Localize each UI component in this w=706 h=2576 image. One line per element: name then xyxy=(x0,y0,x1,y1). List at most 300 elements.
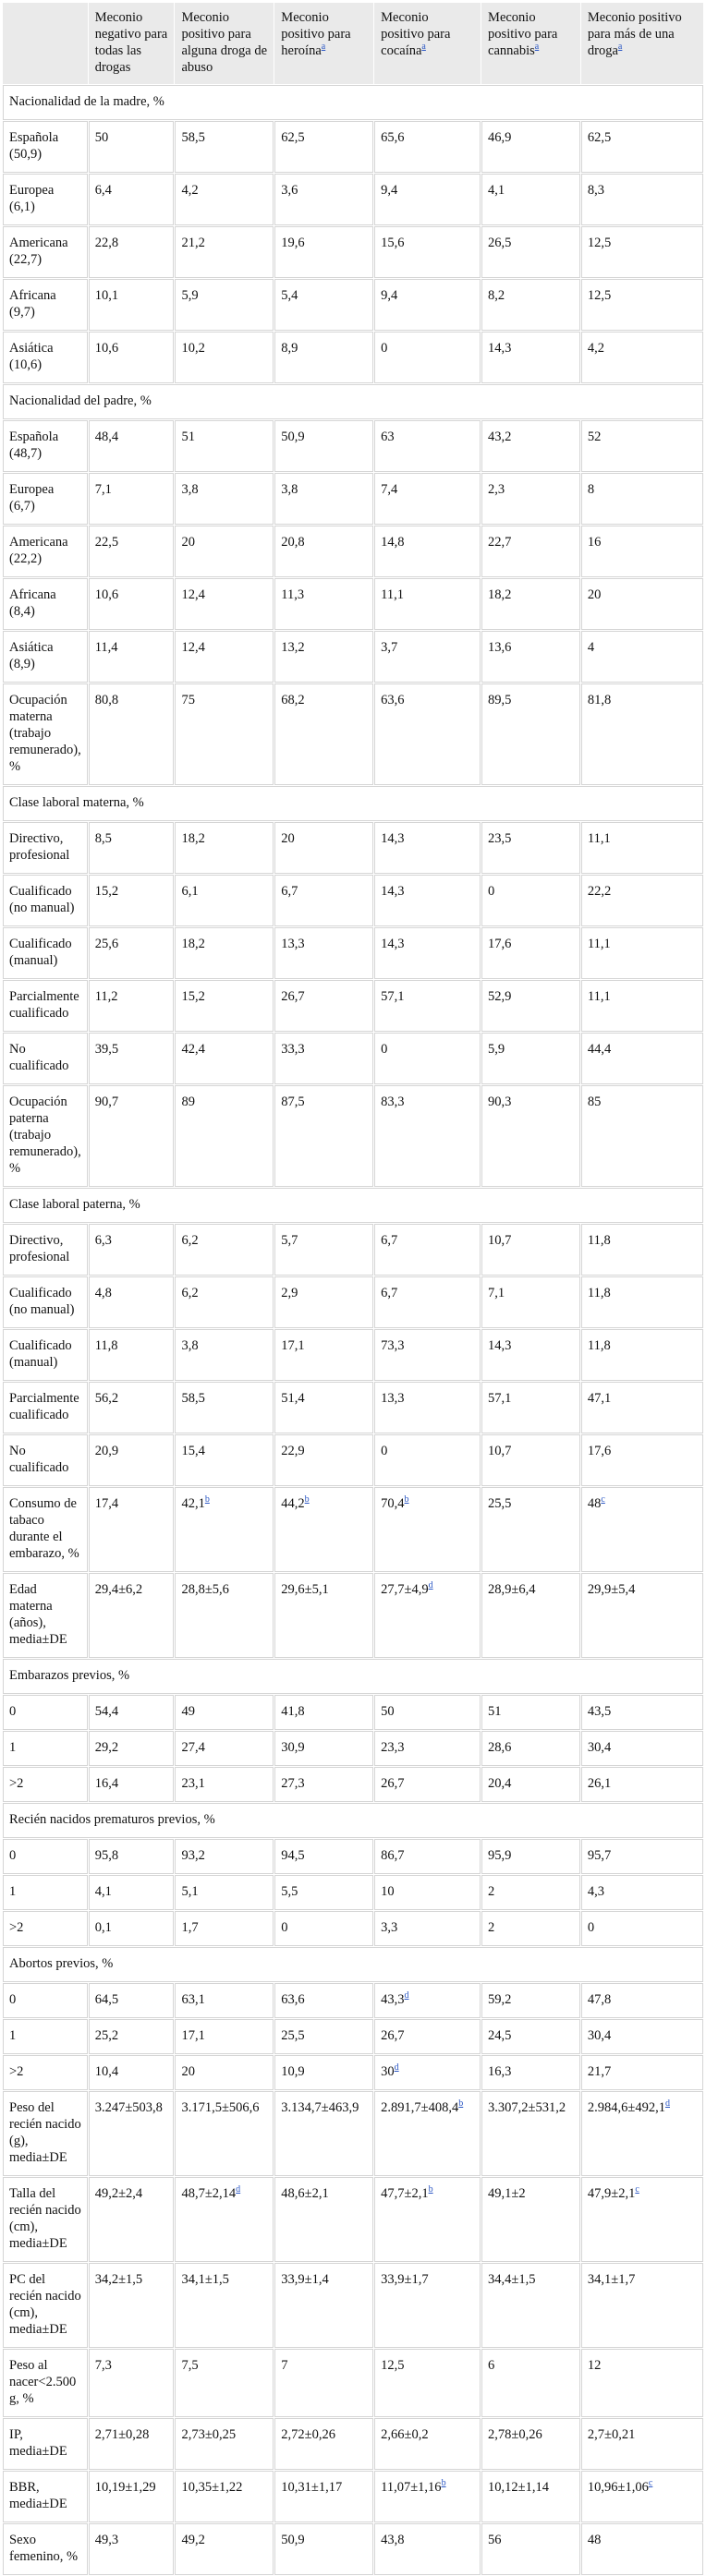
footnote-link[interactable]: b xyxy=(441,2478,446,2489)
cell-value: 25,5 xyxy=(488,1496,512,1511)
value-cell xyxy=(175,121,274,173)
column-header-label: Meconio negativo para todas las drogas xyxy=(94,10,168,75)
value-cell xyxy=(274,2177,373,2262)
footnote-link[interactable]: a xyxy=(617,42,623,53)
cell-value: 29,6±5,1 xyxy=(281,1582,329,1597)
value-cell xyxy=(89,1276,175,1328)
cell-value: 11,3 xyxy=(281,587,305,602)
value-cell xyxy=(581,226,703,278)
footnote-marker xyxy=(405,1494,409,1505)
row-label-cell xyxy=(3,1839,88,1874)
footnote-link[interactable]: c xyxy=(601,1494,605,1506)
value-cell xyxy=(481,2019,580,2054)
table-row xyxy=(3,1487,703,1572)
value-cell xyxy=(274,473,373,525)
cell-value: 6,2 xyxy=(181,1233,199,1248)
value-cell xyxy=(374,2019,481,2054)
value-cell xyxy=(374,1033,481,1084)
value-cell xyxy=(581,1033,703,1084)
section-title-cell xyxy=(3,1947,703,1982)
cell-value: 22,7 xyxy=(488,535,512,550)
table-row xyxy=(3,226,703,278)
section-row xyxy=(3,1659,703,1694)
value-cell xyxy=(581,1911,703,1946)
value-cell xyxy=(481,1382,580,1433)
value-cell xyxy=(481,1224,580,1276)
section-title: Nacionalidad de la madre, % xyxy=(9,94,164,109)
value-cell xyxy=(274,1839,373,1874)
cell-value: 6,1 xyxy=(181,884,199,899)
row-label-cell xyxy=(3,2349,88,2417)
value-cell xyxy=(89,121,175,173)
column-header xyxy=(581,3,703,84)
value-cell xyxy=(481,121,580,173)
row-label: Directivo, profesional xyxy=(9,831,70,863)
cell-value: 50 xyxy=(94,130,109,145)
cell-value: 11,1 xyxy=(587,937,611,951)
value-cell xyxy=(89,2523,175,2575)
value-cell xyxy=(175,226,274,278)
table-row xyxy=(3,2177,703,2262)
cell-value: 34,1±1,7 xyxy=(587,2272,636,2287)
cell-value: 17,1 xyxy=(281,1338,305,1353)
footnote-link[interactable]: d xyxy=(428,1580,433,1591)
cell-value: 15,4 xyxy=(181,1444,205,1458)
footnote-link[interactable]: b xyxy=(204,1494,210,1506)
value-cell xyxy=(581,1382,703,1433)
cell-value: 20,9 xyxy=(94,1444,119,1458)
value-cell xyxy=(274,1573,373,1658)
row-label-cell xyxy=(3,980,88,1032)
footnote-marker xyxy=(601,1494,604,1505)
section-row xyxy=(3,1803,703,1838)
cell-value: 65,6 xyxy=(381,130,405,145)
cell-value: 7,3 xyxy=(94,2358,112,2373)
row-label-cell xyxy=(3,2019,88,2054)
value-cell xyxy=(581,927,703,979)
footnote-link[interactable]: b xyxy=(404,1494,409,1506)
cell-value: 2 xyxy=(488,1884,495,1899)
value-cell xyxy=(175,2019,274,2054)
cell-value: 48 xyxy=(587,2533,602,2547)
footnote-link[interactable]: d xyxy=(404,1990,409,2002)
value-cell xyxy=(481,526,580,577)
row-label-cell xyxy=(3,1875,88,1910)
row-label-cell xyxy=(3,279,88,331)
column-header-label: Meconio positivo para cocaína xyxy=(381,10,451,58)
value-cell xyxy=(581,1276,703,1328)
value-cell xyxy=(581,2091,703,2176)
cell-value: 51,4 xyxy=(281,1391,305,1406)
cell-value: 89 xyxy=(181,1094,195,1109)
value-cell xyxy=(89,2349,175,2417)
value-cell xyxy=(274,2418,373,2470)
value-cell xyxy=(89,2418,175,2470)
column-header-label: Meconio positivo para más de una droga xyxy=(587,10,682,58)
cell-value: 90,7 xyxy=(94,1094,119,1109)
value-cell xyxy=(89,226,175,278)
value-cell xyxy=(374,1224,481,1276)
row-label-cell xyxy=(3,2177,88,2262)
cell-value: 13,3 xyxy=(381,1391,405,1406)
cell-value: 3,7 xyxy=(381,640,398,655)
value-cell xyxy=(89,473,175,525)
cell-value: 63,1 xyxy=(181,1992,205,2007)
footnote-link[interactable]: d xyxy=(664,2098,670,2110)
footnote-link[interactable]: b xyxy=(304,1494,310,1506)
value-cell xyxy=(89,927,175,979)
header-row xyxy=(3,3,703,84)
value-cell xyxy=(89,1329,175,1381)
row-label-cell xyxy=(3,526,88,577)
footnote-link[interactable]: c xyxy=(648,2478,653,2489)
cell-value: 14,3 xyxy=(381,884,405,899)
cell-value: 48,7±2,14 xyxy=(181,2186,237,2201)
table-row xyxy=(3,1839,703,1874)
value-cell xyxy=(274,927,373,979)
cell-value: 12,5 xyxy=(587,236,612,250)
cell-value: 44,2 xyxy=(281,1496,305,1511)
value-cell xyxy=(89,1767,175,1802)
value-cell xyxy=(481,420,580,472)
value-cell xyxy=(481,980,580,1032)
row-label-cell xyxy=(3,420,88,472)
value-cell xyxy=(374,1875,481,1910)
value-cell xyxy=(481,1329,580,1381)
value-cell xyxy=(581,473,703,525)
value-cell xyxy=(274,174,373,225)
footnote-marker xyxy=(535,42,539,52)
cell-value: 11,1 xyxy=(381,587,404,602)
cell-value: 22,9 xyxy=(281,1444,305,1458)
column-header-label: Meconio positivo para cannabis xyxy=(488,10,558,58)
value-cell xyxy=(274,420,373,472)
value-cell xyxy=(274,980,373,1032)
row-label: >2 xyxy=(9,2064,24,2079)
table-row xyxy=(3,1767,703,1802)
row-label: Española (48,7) xyxy=(9,429,59,461)
table-row xyxy=(3,980,703,1032)
cell-value: 2,71±0,28 xyxy=(94,2427,150,2442)
cell-value: 14,3 xyxy=(488,1338,512,1353)
row-label-cell xyxy=(3,1487,88,1572)
value-cell xyxy=(175,1911,274,1946)
footnote-marker xyxy=(421,42,425,52)
cell-value: 30,4 xyxy=(587,2028,612,2043)
row-label: Asiática (8,9) xyxy=(9,640,54,671)
value-cell xyxy=(175,332,274,383)
value-cell xyxy=(175,822,274,874)
value-cell xyxy=(374,980,481,1032)
value-cell xyxy=(175,683,274,785)
table-row xyxy=(3,1276,703,1328)
cell-value: 47,7±2,1 xyxy=(381,2186,429,2201)
value-cell xyxy=(481,2471,580,2522)
table-row xyxy=(3,1731,703,1766)
cell-value: 22,8 xyxy=(94,236,119,250)
value-cell xyxy=(374,2263,481,2348)
row-label: Española (50,9) xyxy=(9,130,59,162)
section-row xyxy=(3,786,703,821)
table-row xyxy=(3,578,703,630)
footnote-link[interactable]: d xyxy=(394,2062,399,2074)
value-cell xyxy=(89,822,175,874)
cell-value: 0 xyxy=(381,341,388,356)
cell-value: 10,96±1,06 xyxy=(587,2480,649,2495)
value-cell xyxy=(481,1983,580,2018)
value-cell xyxy=(274,683,373,785)
cell-value: 49,1±2 xyxy=(488,2186,526,2201)
cell-value: 3.134,7±463,9 xyxy=(281,2100,359,2115)
row-label-cell xyxy=(3,1382,88,1433)
cell-value: 8,5 xyxy=(94,831,112,846)
value-cell xyxy=(175,473,274,525)
cell-value: 14,3 xyxy=(381,937,405,951)
footnote-link[interactable]: a xyxy=(421,42,426,53)
cell-value: 3.247±503,8 xyxy=(94,2100,163,2115)
footnote-link[interactable]: b xyxy=(428,2184,433,2195)
cell-value: 81,8 xyxy=(587,693,612,707)
cell-value: 49 xyxy=(181,1704,195,1719)
footnote-link[interactable]: a xyxy=(534,42,540,53)
value-cell xyxy=(581,526,703,577)
value-cell xyxy=(481,1911,580,1946)
value-cell xyxy=(581,1983,703,2018)
value-cell xyxy=(481,1033,580,1084)
value-cell xyxy=(481,683,580,785)
cell-value: 13,3 xyxy=(281,937,305,951)
cell-value: 34,1±1,5 xyxy=(181,2272,229,2287)
value-cell xyxy=(374,2091,481,2176)
cell-value: 7,1 xyxy=(94,482,112,497)
value-cell xyxy=(89,1487,175,1572)
value-cell xyxy=(374,1276,481,1328)
table-row xyxy=(3,174,703,225)
cell-value: 28,9±6,4 xyxy=(488,1582,536,1597)
section-title: Recién nacidos prematuros previos, % xyxy=(9,1812,215,1827)
value-cell xyxy=(374,2471,481,2522)
footnote-link[interactable]: c xyxy=(635,2184,639,2195)
cell-value: 0 xyxy=(488,884,495,899)
value-cell xyxy=(481,1875,580,1910)
cell-value: 11,8 xyxy=(587,1338,611,1353)
footnote-marker xyxy=(205,1494,210,1505)
cell-value: 47,1 xyxy=(587,1391,612,1406)
row-label: 1 xyxy=(9,1740,17,1755)
cell-value: 8 xyxy=(587,482,595,497)
table-row xyxy=(3,1329,703,1381)
cell-value: 4,1 xyxy=(488,183,505,198)
value-cell xyxy=(374,526,481,577)
value-cell xyxy=(581,2418,703,2470)
value-cell xyxy=(481,1085,580,1187)
cell-value: 63,6 xyxy=(281,1992,305,2007)
cell-value: 50,9 xyxy=(281,2533,305,2547)
value-cell xyxy=(581,822,703,874)
cell-value: 20,8 xyxy=(281,535,305,550)
cell-value: 18,2 xyxy=(181,937,205,951)
section-row xyxy=(3,384,703,419)
cell-value: 3,3 xyxy=(381,1920,398,1935)
value-cell xyxy=(581,2177,703,2262)
row-label: 1 xyxy=(9,2028,17,2043)
row-label-cell xyxy=(3,1573,88,1658)
cell-value: 27,7±4,9 xyxy=(381,1582,429,1597)
table-row xyxy=(3,2418,703,2470)
value-cell xyxy=(481,1839,580,1874)
footnote-marker xyxy=(665,2098,670,2109)
row-label: Parcialmente cualificado xyxy=(9,989,79,1021)
cell-value: 21,2 xyxy=(181,236,205,250)
cell-value: 2,9 xyxy=(281,1286,298,1300)
cell-value: 21,7 xyxy=(587,2064,612,2079)
cell-value: 26,7 xyxy=(381,2028,405,2043)
footnote-marker xyxy=(618,42,622,52)
cell-value: 33,9±1,4 xyxy=(281,2272,329,2287)
section-row xyxy=(3,85,703,120)
value-cell xyxy=(175,2263,274,2348)
value-cell xyxy=(481,2177,580,2262)
table-row xyxy=(3,1382,703,1433)
cell-value: 12,4 xyxy=(181,587,205,602)
row-label: 0 xyxy=(9,1992,17,2007)
footnote-link[interactable]: a xyxy=(321,42,326,53)
cell-value: 83,3 xyxy=(381,1094,405,1109)
cell-value: 10 xyxy=(381,1884,395,1899)
value-cell xyxy=(481,279,580,331)
section-title-cell xyxy=(3,85,703,120)
cell-value: 5,9 xyxy=(488,1042,505,1057)
value-cell xyxy=(481,578,580,630)
table-row xyxy=(3,2523,703,2575)
value-cell xyxy=(274,2055,373,2090)
value-cell xyxy=(89,2055,175,2090)
cell-value: 20,4 xyxy=(488,1776,512,1791)
cell-value: 2 xyxy=(488,1920,495,1935)
value-cell xyxy=(274,121,373,173)
value-cell xyxy=(175,1695,274,1730)
cell-value: 0 xyxy=(281,1920,288,1935)
section-title-cell xyxy=(3,1188,703,1223)
cell-value: 15,6 xyxy=(381,236,405,250)
row-label: PC del recién nacido (cm), media±DE xyxy=(9,2272,81,2337)
value-cell xyxy=(481,473,580,525)
row-label: Peso del recién nacido (g), media±DE xyxy=(9,2100,81,2165)
cell-value: 28,6 xyxy=(488,1740,512,1755)
row-label-cell xyxy=(3,631,88,683)
cell-value: 30 xyxy=(381,2064,395,2079)
value-cell xyxy=(374,174,481,225)
table-row xyxy=(3,2349,703,2417)
value-cell xyxy=(175,2091,274,2176)
value-cell xyxy=(89,2091,175,2176)
value-cell xyxy=(374,683,481,785)
value-cell xyxy=(581,1839,703,1874)
value-cell xyxy=(274,1731,373,1766)
row-label-cell xyxy=(3,1767,88,1802)
cell-value: 10,7 xyxy=(488,1233,512,1248)
value-cell xyxy=(175,279,274,331)
value-cell xyxy=(89,1085,175,1187)
value-cell xyxy=(581,121,703,173)
table-row xyxy=(3,332,703,383)
section-row xyxy=(3,1947,703,1982)
value-cell xyxy=(481,2091,580,2176)
row-label-cell xyxy=(3,2523,88,2575)
value-cell xyxy=(481,2349,580,2417)
cell-value: 26,1 xyxy=(587,1776,612,1791)
value-cell xyxy=(581,279,703,331)
cell-value: 20 xyxy=(587,587,602,602)
row-label: >2 xyxy=(9,1920,24,1935)
value-cell xyxy=(175,1382,274,1433)
cell-value: 58,5 xyxy=(181,130,205,145)
cell-value: 23,1 xyxy=(181,1776,205,1791)
row-label-cell xyxy=(3,174,88,225)
cell-value: 20 xyxy=(181,2064,195,2079)
cell-value: 4,3 xyxy=(587,1884,605,1899)
cell-value: 0 xyxy=(587,1920,595,1935)
cell-value: 17,6 xyxy=(587,1444,612,1458)
row-label: Sexo femenino, % xyxy=(9,2533,79,2564)
row-label-cell xyxy=(3,578,88,630)
value-cell xyxy=(481,1487,580,1572)
cell-value: 86,7 xyxy=(381,1848,405,1863)
value-cell xyxy=(374,1731,481,1766)
value-cell xyxy=(175,1839,274,1874)
cell-value: 7,4 xyxy=(381,482,398,497)
value-cell xyxy=(274,1224,373,1276)
value-cell xyxy=(481,2263,580,2348)
footnote-marker xyxy=(429,2184,433,2195)
value-cell xyxy=(481,226,580,278)
cell-value: 11,4 xyxy=(94,640,118,655)
cell-value: 10,31±1,17 xyxy=(281,2480,343,2495)
value-cell xyxy=(481,174,580,225)
row-label-cell xyxy=(3,1731,88,1766)
footnote-link[interactable]: d xyxy=(236,2184,241,2195)
value-cell xyxy=(274,226,373,278)
cell-value: 10,1 xyxy=(94,288,119,303)
section-title-cell xyxy=(3,384,703,419)
value-cell xyxy=(175,631,274,683)
cell-value: 43,8 xyxy=(381,2533,405,2547)
row-label-cell xyxy=(3,332,88,383)
cell-value: 23,5 xyxy=(488,831,512,846)
cell-value: 29,4±6,2 xyxy=(94,1582,143,1597)
cell-value: 15,2 xyxy=(181,989,205,1004)
row-label-cell xyxy=(3,1983,88,2018)
table-row xyxy=(3,1085,703,1187)
value-cell xyxy=(89,631,175,683)
value-cell xyxy=(274,2091,373,2176)
row-label-cell xyxy=(3,2418,88,2470)
cell-value: 43,3 xyxy=(381,1992,405,2007)
cell-value: 5,1 xyxy=(181,1884,199,1899)
cell-value: 25,2 xyxy=(94,2028,119,2043)
value-cell xyxy=(581,1434,703,1486)
cell-value: 33,3 xyxy=(281,1042,305,1057)
cell-value: 29,2 xyxy=(94,1740,119,1755)
cell-value: 8,9 xyxy=(281,341,298,356)
row-label: No cualificado xyxy=(9,1444,69,1475)
cell-value: 59,2 xyxy=(488,1992,512,2007)
footnote-marker xyxy=(635,2184,639,2195)
value-cell xyxy=(374,1911,481,1946)
value-cell xyxy=(89,2471,175,2522)
value-cell xyxy=(89,1573,175,1658)
footnote-link[interactable]: b xyxy=(458,2098,464,2110)
